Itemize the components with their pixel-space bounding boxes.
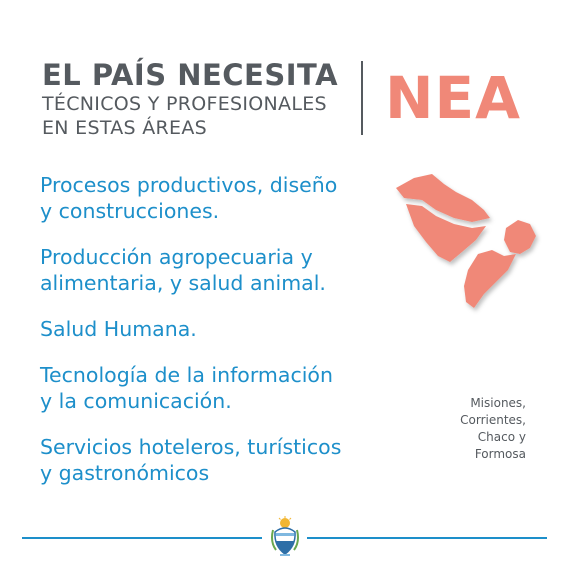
nea-map-icon [392,170,542,315]
province-name: Misiones, [470,396,526,410]
area-item [40,172,400,224]
area-line: Tecnología de la información [40,363,333,387]
area-line: y gastronómicos [40,461,210,485]
subline-1: TÉCNICOS Y PROFESIONALES [42,93,327,115]
footer-divider-left [22,537,262,539]
header [42,58,362,140]
area-item [40,434,400,486]
misiones-shape [504,220,536,254]
area-line: Servicios hoteleros, turísticos [40,435,342,459]
footer-divider-right [307,537,547,539]
headline: EL PAÍS NECESITA [42,58,339,92]
area-item [40,362,400,414]
vertical-divider [361,61,363,135]
area-item [40,316,400,342]
province-name: Chaco y [477,430,526,444]
area-item [40,244,400,296]
corrientes-shape [464,250,516,308]
coat-of-arms-icon [270,516,300,558]
provinces-list [460,395,526,463]
area-line: Procesos productivos, diseño [40,173,338,197]
area-line: Salud Humana. [40,317,197,341]
areas-list [40,172,400,506]
area-line: alimentaria, y salud animal. [40,271,326,295]
area-line: y construcciones. [40,199,220,223]
subline-2: EN ESTAS ÁREAS [42,117,208,139]
region-code: NEA [385,64,522,132]
province-name: Corrientes, [460,413,526,427]
province-name: Formosa [474,447,526,461]
area-line: Producción agropecuaria y [40,245,313,269]
area-line: y la comunicación. [40,389,232,413]
